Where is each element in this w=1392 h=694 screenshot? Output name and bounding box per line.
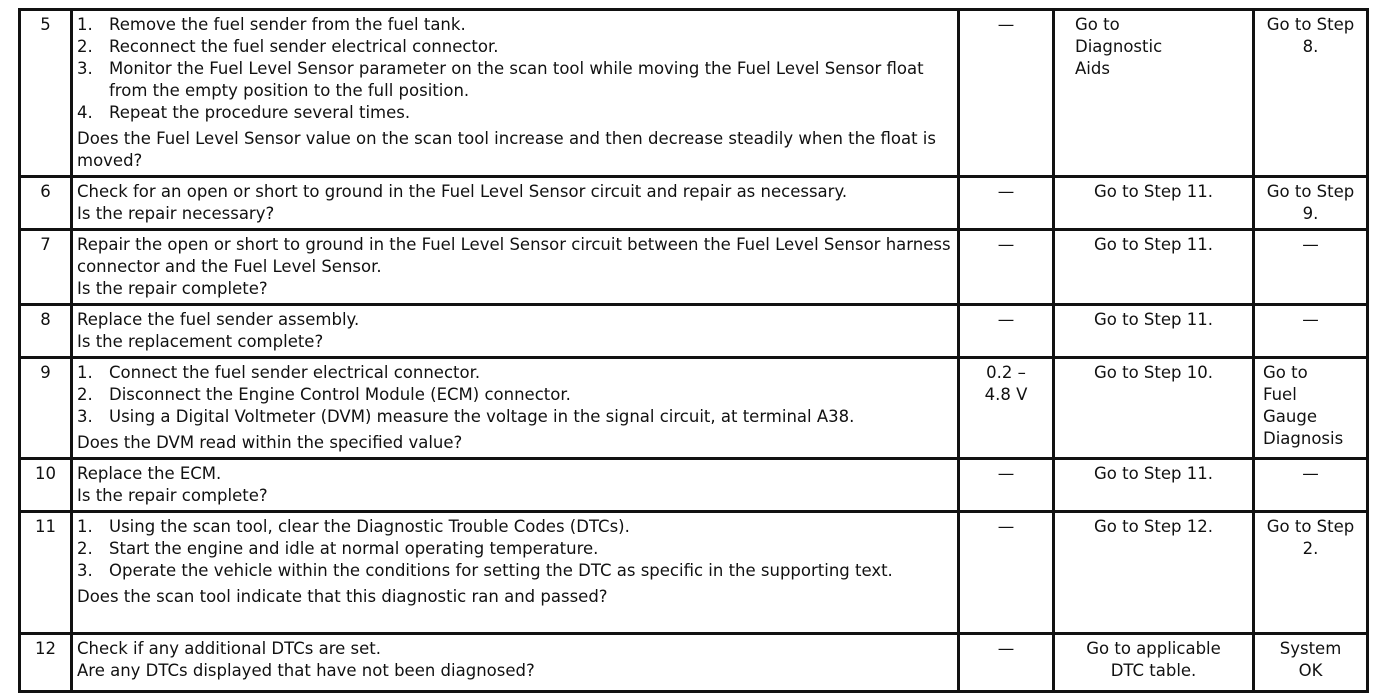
diagnostic-question: Does the scan tool indicate that this diagnostic ran and passed? (77, 587, 608, 606)
value-text: — (997, 182, 1015, 201)
procedure-step-text: Repeat the procedure several times. (109, 103, 411, 122)
value-text: — (997, 15, 1015, 34)
value-cell (959, 305, 1054, 358)
yes-action-text: Aids (1075, 59, 1110, 78)
yes-action-text: Go to Step 11. (1094, 310, 1213, 329)
diagnostic-question: Does the DVM read within the specified value? (77, 433, 463, 452)
table-row (20, 512, 1368, 634)
procedure-step (77, 102, 953, 124)
action-cell (72, 512, 959, 634)
action-cell (72, 10, 959, 177)
action-cell (72, 177, 959, 230)
yes-action-text: Go to (1075, 15, 1120, 34)
no-action-text: Diagnosis (1263, 429, 1344, 448)
no-action-cell (1254, 10, 1368, 177)
yes-action-cell (1054, 512, 1254, 634)
no-action-cell (1254, 512, 1368, 634)
yes-action-cell (1054, 634, 1254, 692)
yes-action-cell (1054, 358, 1254, 459)
yes-action-text: DTC table. (1110, 661, 1197, 680)
no-action-text: — (1302, 235, 1319, 254)
value-cell (959, 230, 1054, 305)
procedure-step-text: Connect the fuel sender electrical connector. (109, 363, 481, 382)
diagnostic-table (18, 8, 1369, 693)
value-cell (959, 177, 1054, 230)
diagnostic-question: Does the Fuel Level Sensor value on the scan tool increase and then decrease steadily when the float is moved? (77, 129, 936, 170)
step-number: 9 (20, 358, 72, 459)
yes-action-text: Go to Step 12. (1094, 517, 1213, 536)
no-action-text: 9. (1302, 204, 1319, 223)
procedure-step-text: Using a Digital Voltmeter (DVM) measure the voltage in the signal circuit, at terminal A38. (109, 407, 855, 426)
value-text: — (997, 235, 1015, 254)
no-action-cell (1254, 177, 1368, 230)
procedure-step (77, 538, 953, 560)
procedure-step (77, 362, 953, 384)
procedure-step (77, 14, 953, 36)
procedure-step-number: 3. (77, 561, 93, 580)
action-cell (72, 459, 959, 512)
yes-action-cell (1054, 177, 1254, 230)
value-cell (959, 10, 1054, 177)
value-text: — (997, 310, 1015, 329)
table-row (20, 634, 1368, 692)
yes-action-text: Go to Step 11. (1094, 464, 1213, 483)
procedure-step-number: 2. (77, 37, 93, 56)
procedure-step-number: 3. (77, 407, 93, 426)
diagnostic-question: Is the repair necessary? (77, 204, 275, 223)
yes-action-text: Go to Step 10. (1094, 363, 1213, 382)
yes-action-cell (1054, 305, 1254, 358)
yes-action-cell (1054, 10, 1254, 177)
diagnostic-question: Is the repair complete? (77, 279, 268, 298)
yes-action-text: Go to applicable (1086, 639, 1221, 658)
no-action-text: Go to (1263, 363, 1308, 382)
table-row (20, 10, 1368, 177)
procedure-step (77, 384, 953, 406)
value-cell (959, 358, 1054, 459)
table-row (20, 305, 1368, 358)
no-action-text: 2. (1302, 539, 1319, 558)
table-row (20, 177, 1368, 230)
no-action-text: Gauge (1263, 407, 1317, 426)
action-text: Repair the open or short to ground in the Fuel Level Sensor circuit between the Fuel Level Sensor harness connector and the Fuel Level Sensor. (77, 235, 951, 276)
value-text: — (997, 464, 1015, 483)
no-action-text: Go to Step (1266, 517, 1355, 536)
procedure-step (77, 516, 953, 538)
procedure-step-number: 4. (77, 103, 93, 122)
procedure-step-text: Using the scan tool, clear the Diagnostic Trouble Codes (DTCs). (109, 517, 630, 536)
yes-action-text: Go to Step 11. (1094, 182, 1213, 201)
procedure-step-number: 1. (77, 517, 93, 536)
procedure-step-text: Operate the vehicle within the conditions for setting the DTC as specific in the supporting text. (109, 561, 893, 580)
value-text: 4.8 V (984, 385, 1028, 404)
diagnostic-question: Is the repair complete? (77, 486, 268, 505)
procedure-step-text: Monitor the Fuel Level Sensor parameter on the scan tool while moving the Fuel Level Sensor float from the empty position to the full position. (109, 59, 924, 100)
procedure-step (77, 58, 953, 102)
procedure-step (77, 36, 953, 58)
no-action-text: System (1279, 639, 1342, 658)
table-row (20, 358, 1368, 459)
no-action-text: — (1302, 464, 1319, 483)
table-body (20, 10, 1368, 692)
table-row (20, 230, 1368, 305)
no-action-cell (1254, 634, 1368, 692)
procedure-step-number: 2. (77, 385, 93, 404)
no-action-text: OK (1298, 661, 1323, 680)
yes-action-cell (1054, 459, 1254, 512)
procedure-step (77, 560, 953, 582)
no-action-text: 8. (1302, 37, 1319, 56)
action-text: Replace the ECM. (77, 464, 222, 483)
value-cell (959, 459, 1054, 512)
procedure-step (77, 406, 953, 428)
diagnostic-question: Are any DTCs displayed that have not been diagnosed? (77, 661, 535, 680)
procedure-step-number: 2. (77, 539, 93, 558)
action-cell (72, 634, 959, 692)
yes-action-text: Diagnostic (1075, 37, 1163, 56)
yes-action-text: Go to Step 11. (1094, 235, 1213, 254)
action-cell (72, 305, 959, 358)
step-number: 6 (20, 177, 72, 230)
yes-action-cell (1054, 230, 1254, 305)
value-text: — (997, 517, 1015, 536)
value-cell (959, 512, 1054, 634)
procedure-step-number: 1. (77, 15, 93, 34)
value-text: 0.2 – (986, 363, 1026, 382)
action-text: Check if any additional DTCs are set. (77, 639, 381, 658)
no-action-text: Go to Step (1266, 15, 1355, 34)
procedure-step-number: 1. (77, 363, 93, 382)
step-number: 8 (20, 305, 72, 358)
action-cell (72, 230, 959, 305)
value-text: — (997, 639, 1015, 658)
step-number: 7 (20, 230, 72, 305)
no-action-text: — (1302, 310, 1319, 329)
action-cell (72, 358, 959, 459)
table-row (20, 459, 1368, 512)
procedure-step-number: 3. (77, 59, 93, 78)
no-action-cell (1254, 230, 1368, 305)
step-number: 5 (20, 10, 72, 177)
diagnostic-question: Is the replacement complete? (77, 332, 324, 351)
step-number: 11 (20, 512, 72, 634)
procedure-step-text: Reconnect the fuel sender electrical connector. (109, 37, 499, 56)
no-action-text: Go to Step (1266, 182, 1355, 201)
no-action-cell (1254, 305, 1368, 358)
value-cell (959, 634, 1054, 692)
step-number: 10 (20, 459, 72, 512)
action-text: Check for an open or short to ground in the Fuel Level Sensor circuit and repair as necessary. (77, 182, 848, 201)
procedure-step-text: Remove the fuel sender from the fuel tank. (109, 15, 466, 34)
no-action-cell (1254, 358, 1368, 459)
action-text: Replace the fuel sender assembly. (77, 310, 360, 329)
procedure-step-text: Disconnect the Engine Control Module (ECM) connector. (109, 385, 571, 404)
no-action-text: Fuel (1263, 385, 1297, 404)
procedure-step-text: Start the engine and idle at normal operating temperature. (109, 539, 599, 558)
no-action-cell (1254, 459, 1368, 512)
step-number: 12 (20, 634, 72, 692)
